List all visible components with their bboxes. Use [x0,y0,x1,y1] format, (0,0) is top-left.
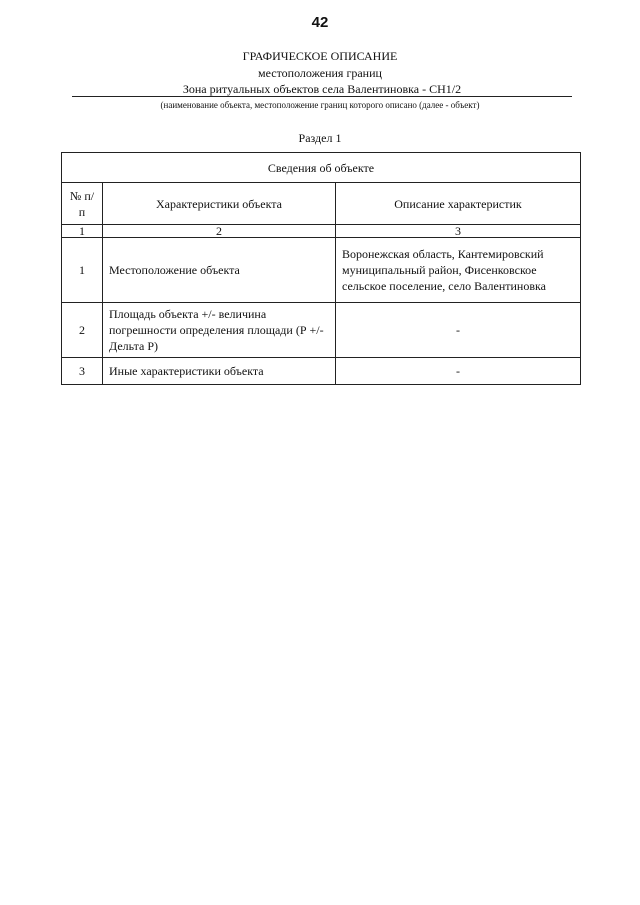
row-characteristic: Площадь объекта +/- величина погрешности определения площади (Р +/- Дельта Р) [103,303,336,358]
table-row [62,238,581,303]
document-header [0,48,640,82]
page-number: 42 [311,14,329,31]
row-description: - [336,303,581,358]
table-header-row [62,183,581,225]
column-header-description: Описание характеристик [336,183,581,225]
object-name: Зона ритуальных объектов села Валентиновка - СН1/2 [72,82,572,97]
column-header-characteristic: Характеристики объекта [103,183,336,225]
table-row [62,358,581,385]
document-title: ГРАФИЧЕСКОЕ ОПИСАНИЕ [242,49,398,63]
column-index-1: 1 [62,225,103,238]
section-title: Раздел 1 [298,131,342,145]
table-caption-row [62,153,581,183]
object-info-table [61,152,581,385]
document-subtitle: местоположения границ [258,66,382,80]
column-index-row [62,225,581,238]
column-header-number: № п/п [62,183,103,225]
object-name-caption: (наименование объекта, местоположение границ которого описано (далее - объект) [160,100,480,110]
column-index-3: 3 [336,225,581,238]
row-number: 2 [62,303,103,358]
row-number: 1 [62,238,103,303]
table-caption: Сведения об объекте [62,153,581,183]
column-index-2: 2 [103,225,336,238]
row-characteristic: Иные характеристики объекта [103,358,336,385]
row-description: - [336,358,581,385]
row-characteristic: Местоположение объекта [103,238,336,303]
table-row [62,303,581,358]
row-number: 3 [62,358,103,385]
row-description: Воронежская область, Кантемировский муниципальный район, Фисенковское сельское поселение, село Валентиновка [336,238,581,303]
